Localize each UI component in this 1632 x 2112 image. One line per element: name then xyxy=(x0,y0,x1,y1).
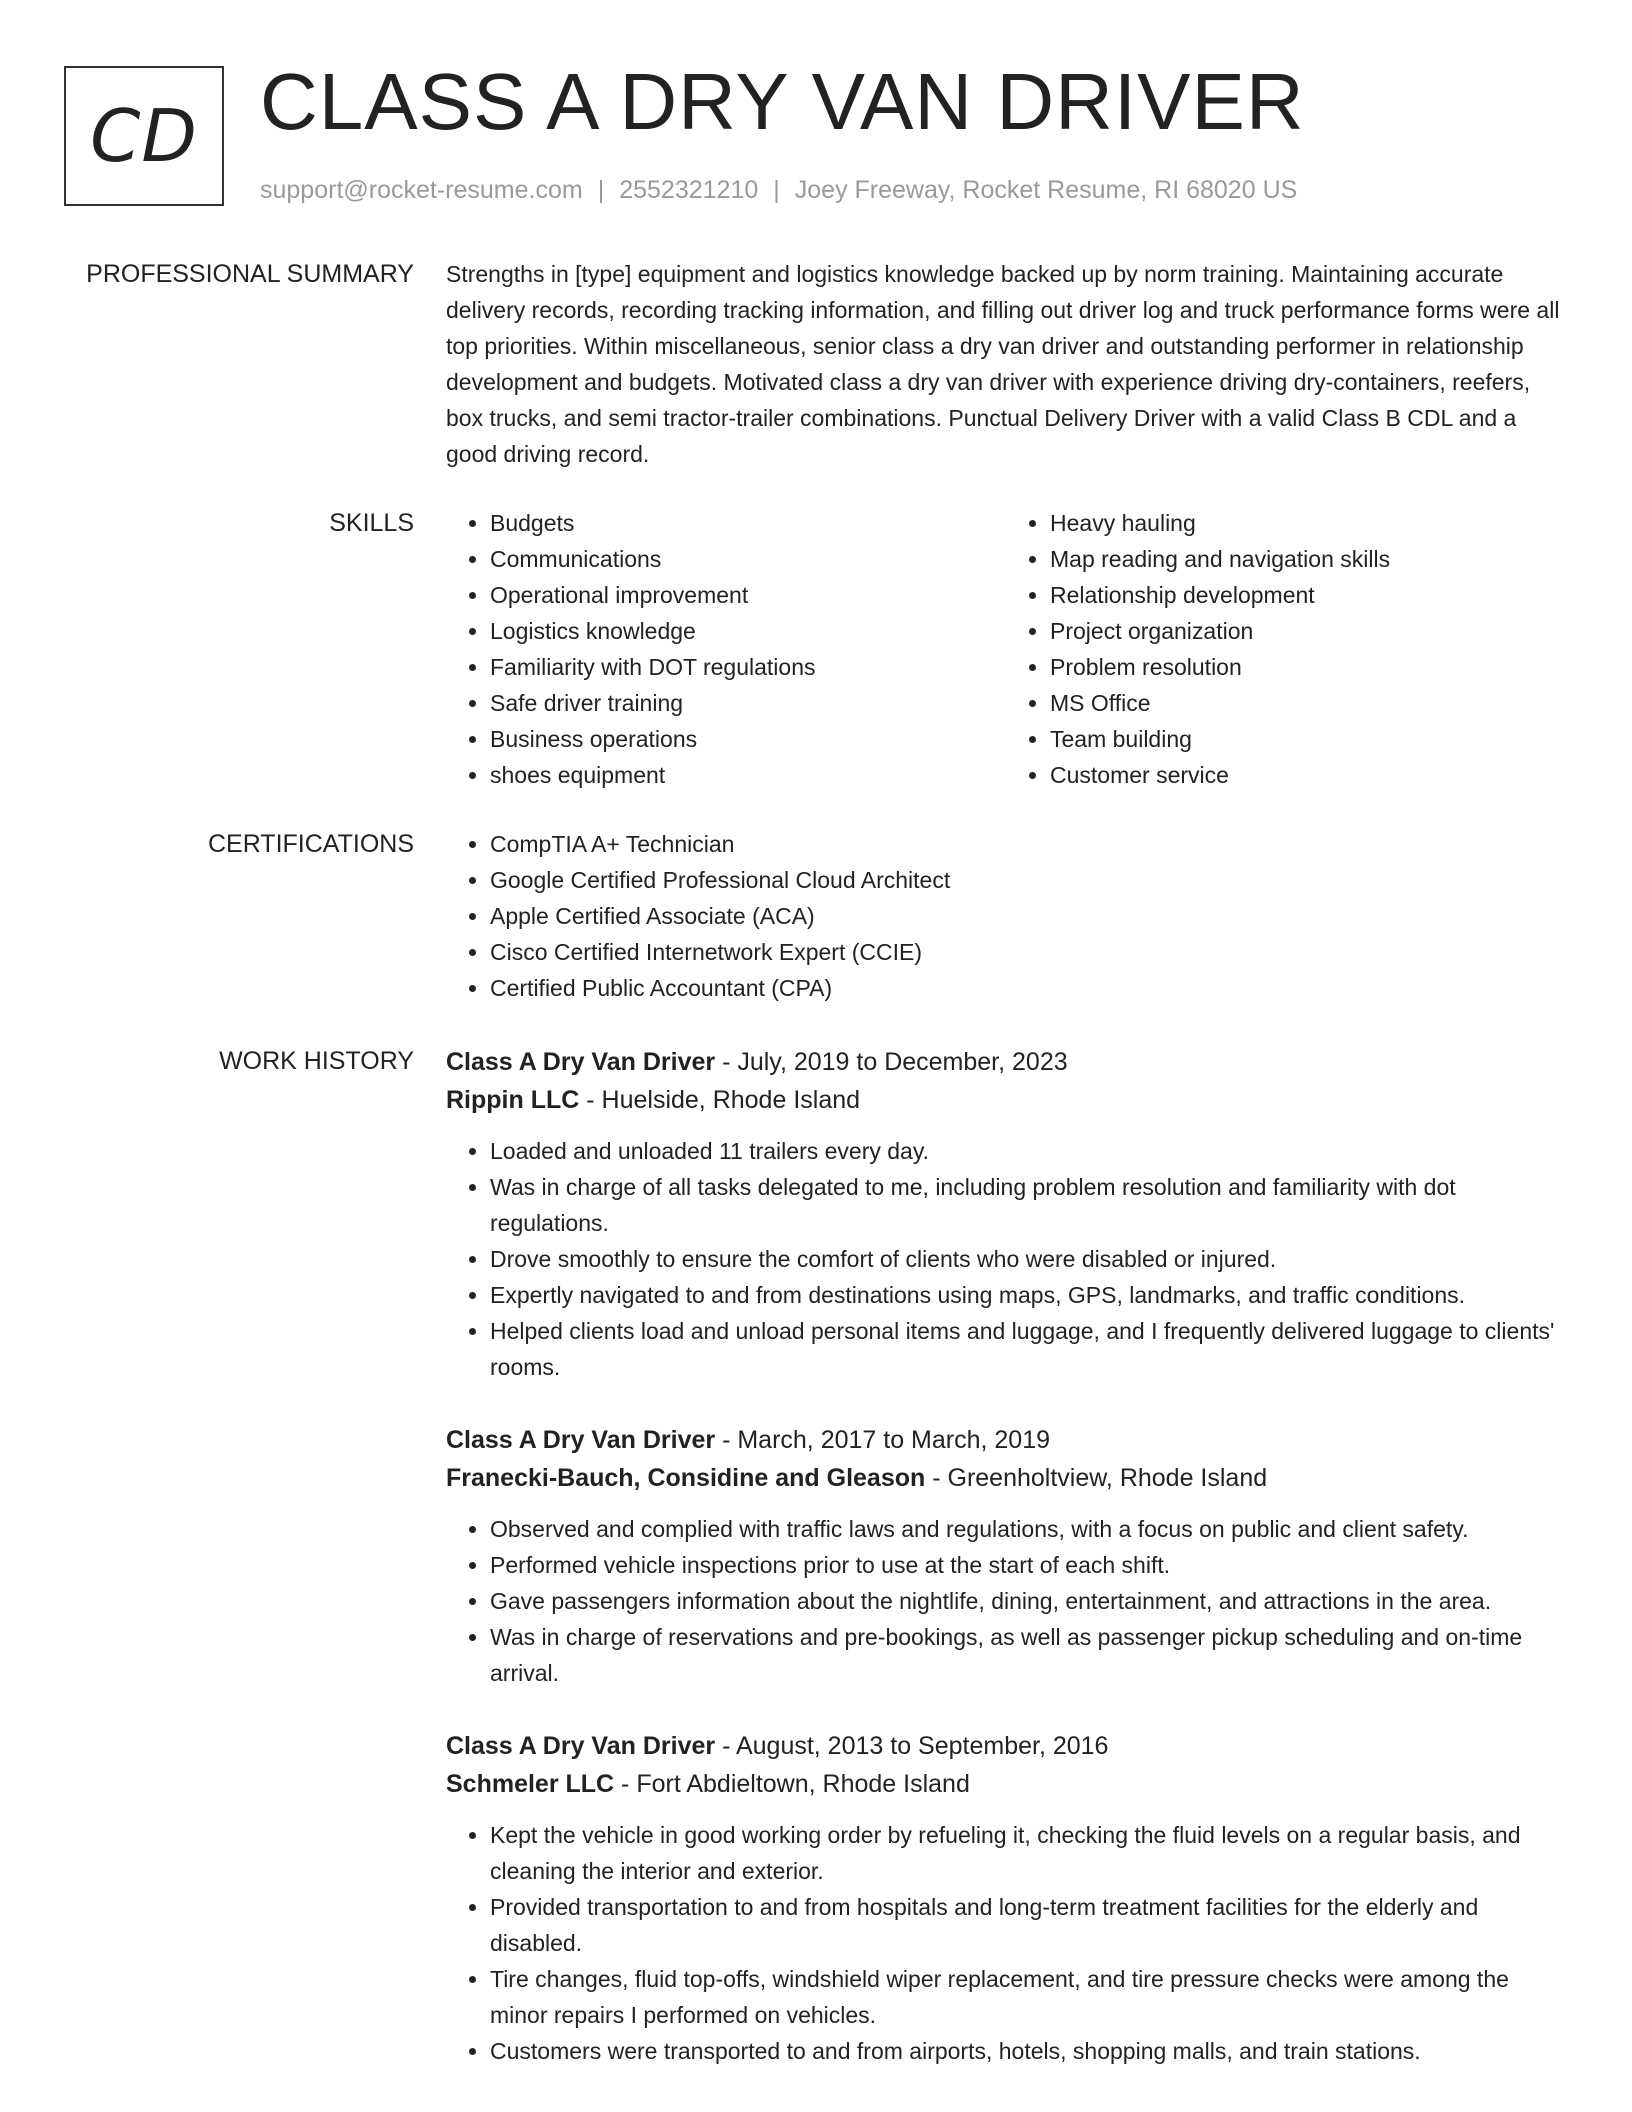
list-item: • CompTIA A+ Technician xyxy=(490,826,1566,862)
job-title: Class A Dry Van Driver xyxy=(446,1732,716,1760)
job-title: Class A Dry Van Driver xyxy=(446,1426,716,1454)
list-item: • Budgets xyxy=(490,505,1006,541)
job-title-line xyxy=(446,1727,1566,1765)
list-item: • Was in charge of all tasks delegated to me, including problem resolution and familiarity with dot regulations. xyxy=(490,1169,1566,1241)
list-item: • Kept the vehicle in good working order by refueling it, checking the fluid levels on a regular basis, and cleaning the interior and exterior. xyxy=(490,1817,1566,1889)
list-item: • shoes equipment xyxy=(490,757,1006,793)
contact-email: support@rocket-resume.com xyxy=(260,176,583,204)
job-entry xyxy=(446,1727,1566,2069)
work-label: WORK HISTORY xyxy=(219,1047,414,1075)
resume-title: CLASS A DRY VAN DRIVER xyxy=(260,57,1305,146)
list-item: • Expertly navigated to and from destinations using maps, GPS, landmarks, and traffic conditions. xyxy=(490,1277,1566,1313)
job-title-line xyxy=(446,1421,1566,1459)
list-item: • Relationship development xyxy=(1050,577,1566,613)
list-item: • Certified Public Accountant (CPA) xyxy=(490,970,1566,1006)
job-title: Class A Dry Van Driver xyxy=(446,1048,716,1076)
list-item: • Apple Certified Associate (ACA) xyxy=(490,898,1566,934)
list-item: • Provided transportation to and from hospitals and long-term treatment facilities for the elderly and disabled. xyxy=(490,1889,1566,1961)
list-item: • Logistics knowledge xyxy=(490,613,1006,649)
list-item: • Problem resolution xyxy=(1050,649,1566,685)
job-company-line xyxy=(446,1765,1566,1803)
list-item: • Customer service xyxy=(1050,757,1566,793)
job-company-line xyxy=(446,1459,1566,1497)
job-dates: - August, 2013 to September, 2016 xyxy=(715,1732,1109,1760)
list-item: • Drove smoothly to ensure the comfort of clients who were disabled or injured. xyxy=(490,1241,1566,1277)
job-location: - Huelside, Rhode Island xyxy=(579,1086,861,1114)
contact-separator: | xyxy=(597,176,605,204)
list-item: • Helped clients load and unload personal items and luggage, and I frequently delivered luggage to clients' rooms. xyxy=(490,1313,1566,1385)
work-body xyxy=(446,1043,1566,2105)
job-dates: - March, 2017 to March, 2019 xyxy=(715,1426,1051,1454)
list-item: • Team building xyxy=(1050,721,1566,757)
list-item: • Project organization xyxy=(1050,613,1566,649)
list-item: • Tire changes, fluid top-offs, windshield wiper replacement, and tire pressure checks were among the minor repairs I performed on vehicles. xyxy=(490,1961,1566,2033)
list-item: • Customers were transported to and from airports, hotels, shopping malls, and train stations. xyxy=(490,2033,1566,2069)
contact-line xyxy=(260,174,1297,206)
contact-phone: 2552321210 xyxy=(619,176,759,204)
job-company: Schmeler LLC xyxy=(446,1770,615,1798)
job-bullets xyxy=(446,1133,1566,1385)
list-item: • MS Office xyxy=(1050,685,1566,721)
list-item: • Familiarity with DOT regulations xyxy=(490,649,1006,685)
job-company-line xyxy=(446,1081,1566,1119)
list-item: • Safe driver training xyxy=(490,685,1006,721)
list-item: • Cisco Certified Internetwork Expert (CCIE) xyxy=(490,934,1566,970)
list-item: • Business operations xyxy=(490,721,1006,757)
job-bullets xyxy=(446,1817,1566,2069)
monogram-box xyxy=(64,66,224,206)
list-item: • Heavy hauling xyxy=(1050,505,1566,541)
list-item: • Was in charge of reservations and pre-bookings, as well as passenger pickup scheduling and on-time arrival. xyxy=(490,1619,1566,1691)
skills-body xyxy=(446,505,1566,793)
skills-label: SKILLS xyxy=(329,509,414,537)
summary-label: PROFESSIONAL SUMMARY xyxy=(86,260,414,288)
certifications-label: CERTIFICATIONS xyxy=(207,830,414,858)
job-entry xyxy=(446,1421,1566,1691)
job-company: Franecki-Bauch, Considine and Gleason xyxy=(446,1464,926,1492)
list-item: • Operational improvement xyxy=(490,577,1006,613)
job-entry xyxy=(446,1043,1566,1385)
job-bullets xyxy=(446,1511,1566,1691)
summary-text: Strengths in [type] equipment and logistics knowledge backed up by norm training. Maintaining accurate delivery records, recording tracking information, and filling out driver log and truck performance forms were all top priorities. Within miscellaneous, senior class a dry van driver and outstanding performer in relationship development and budgets. Motivated class a dry van driver with experience driving dry-containers, reefers, box trucks, and semi tractor-trailer combinations. Punctual Delivery Driver with a valid Class B CDL and a good driving record. xyxy=(446,261,1560,467)
skills-list-left xyxy=(446,505,1006,793)
job-title-line xyxy=(446,1043,1566,1081)
job-dates: - July, 2019 to December, 2023 xyxy=(715,1048,1068,1076)
list-item: • Performed vehicle inspections prior to use at the start of each shift. xyxy=(490,1547,1566,1583)
list-item: • Loaded and unloaded 11 trailers every day. xyxy=(490,1133,1566,1169)
summary-body xyxy=(446,256,1566,472)
job-company: Rippin LLC xyxy=(446,1086,580,1114)
list-item: • Google Certified Professional Cloud Architect xyxy=(490,862,1566,898)
contact-address: Joey Freeway, Rocket Resume, RI 68020 US xyxy=(794,176,1298,204)
list-item: • Communications xyxy=(490,541,1006,577)
job-location: - Fort Abdieltown, Rhode Island xyxy=(614,1770,970,1798)
skills-list-right xyxy=(1006,505,1566,793)
job-location: - Greenholtview, Rhode Island xyxy=(925,1464,1268,1492)
certifications-list xyxy=(446,826,1566,1006)
list-item: • Observed and complied with traffic laws and regulations, with a focus on public and client safety. xyxy=(490,1511,1566,1547)
list-item: • Map reading and navigation skills xyxy=(1050,541,1566,577)
monogram-initials: CD xyxy=(90,94,198,178)
list-item: • Gave passengers information about the nightlife, dining, entertainment, and attractions in the area. xyxy=(490,1583,1566,1619)
certifications-body xyxy=(446,826,1566,1006)
contact-separator: | xyxy=(773,176,780,204)
